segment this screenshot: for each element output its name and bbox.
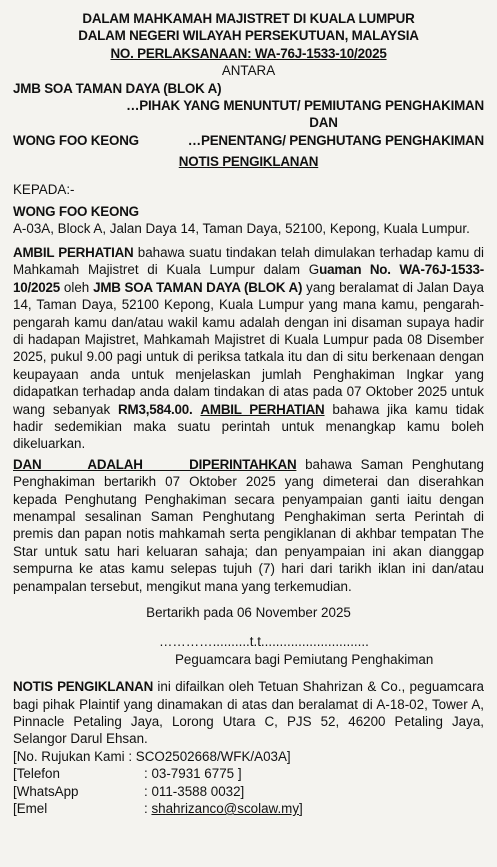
signature-line: …………..........t.t............................. (159, 634, 369, 650)
judgment-amount: RM3,584.00. (118, 401, 193, 417)
email-close: ] (299, 801, 303, 817)
plaintiff-name: JMB SOA TAMAN DAYA (BLOK A) (13, 80, 222, 96)
notice-title: NOTIS PENGIKLANAN (178, 154, 319, 170)
ambil-perhatian-lead: AMBIL PERHATIAN (13, 244, 134, 260)
court-name: DALAM MAHKAMAH MAJISTRET DI KUALA LUMPUR (82, 11, 415, 26)
para2-text: bahawa Saman Penghutang Penghakiman bertarikh 07 Oktober 2025 yang dimeterai dan diserahkan kepada Penghutang Penghakiman secara penyampaian ganti iaitu dengan menampal sesalinan Saman Penghutang Penghakiman serta Perintah di premis dan papan notis mahkamah serta pengiklanan di akhbar tempatan The Star untuk satu hari keluaran sahaja; dan penyampaian ini akan dianggap sempurna ke atas kamu selepas tujuh (7) hari dari tarikh iklan ini dan/atau penampalan tersebut, mengikut mana yang terkemudian. (13, 456, 484, 594)
plaintiff-role: …PIHAK YANG MENUNTUT/ PEMIUTANG PENGHAKIMAN (126, 98, 484, 114)
ambil-perhatian-lead-2: AMBIL PERHATIAN (200, 401, 325, 417)
defendant-role: …PENENTANG/ PENGHUTANG PENGHAKIMAN (187, 132, 484, 148)
court-jurisdiction: DALAM NEGERI WILAYAH PERSEKUTUAN, MALAYSIA (78, 28, 419, 44)
whatsapp-row (13, 783, 484, 800)
kepada-label: KEPADA:- (13, 181, 75, 197)
para1-text-3: yang beralamat di Jalan Daya 14, Taman Daya, 52100 Kepong, Kuala Lumpur yang mana kamu, pengarah-pengarah kamu dan/atau wakil kamu adalah dengan ini disaman supaya hadir di hadapan Majistret, Mahkamah Majistret di Kuala Lumpur pada 08 Disember 2025, pukul 9.00 pagi untuk di periksa tatkala itu dan di situ berkenaan dengan keupayaan anda untuk menjelaskan jumlah Penghakiman Ingkar yang didapatkan terhadap anda dalam tindakan di atas pada 07 Oktober 2025 untuk wang sebanyak (13, 279, 484, 417)
para1-text-1: bahawa suatu tindakan telah dimulakan terhadap kamu di Mahkamah Majistret di Kuala Lumpur dalam G (13, 244, 484, 278)
case-reference: uaman No. WA-76J-1533-10/2025 (13, 262, 484, 295)
filing-notice-lead: NOTIS PENGIKLANAN (13, 679, 154, 695)
email-link[interactable]: shahrizanco@scolaw.my (151, 801, 300, 817)
email-label: [Emel (13, 801, 48, 817)
plaintiff-reference: JMB SOA TAMAN DAYA (BLOK A) (93, 279, 303, 295)
signature-role: Peguamcara bagi Pemiutang Penghakiman (175, 651, 434, 667)
dated-line: Bertarikh pada 06 November 2025 (146, 605, 351, 620)
defendant-name: WONG FOO KEONG (13, 132, 139, 148)
case-number: NO. PERLAKSANAAN: WA-76J-1533-10/2025 (110, 45, 387, 61)
recipient-name: WONG FOO KEONG (13, 204, 139, 220)
telephone-row (13, 765, 484, 782)
telephone-value: : 03-7931 6775 ] (144, 766, 242, 782)
filing-notice-text: ini difailkan oleh Tetuan Shahrizan & Co., peguamcara bagi pihak Plaintif yang dinamakan di atas dan beralamat di A-18-02, Tower A, Pinnacle Petaling Jaya, Lorong Utara C, PJS 52, 46200 Petaling Jaya, Selangor Darul Ehsan. (13, 679, 484, 747)
recipient-address: A-03A, Block A, Jalan Daya 14, Taman Daya, 52100, Kepong, Kuala Lumpur. (13, 221, 470, 237)
paragraph-ambil-perhatian (13, 244, 484, 453)
antara-label: ANTARA (221, 63, 276, 79)
para1-text-5: bahawa jika kamu tidak hadir sedemikian maka suatu perintah untuk menangkap kamu boleh dikeluarkan. (13, 401, 484, 452)
email-separator: : (144, 801, 152, 817)
dan-adalah-lead: DAN ADALAH DIPERINTAHKAN (13, 456, 297, 472)
whatsapp-label: [WhatsApp (13, 783, 79, 799)
whatsapp-value: : 011-3588 0032] (144, 783, 245, 799)
defendant-row (13, 132, 484, 149)
filing-notice (13, 678, 484, 748)
reference-number: [No. Rujukan Kami : SCO2502668/WFK/A03A] (13, 748, 291, 764)
paragraph-dan-adalah (13, 456, 484, 595)
dan-label: DAN (309, 115, 338, 131)
email-row (13, 800, 484, 817)
para1-text-2: oleh (60, 279, 94, 295)
telephone-label: [Telefon (13, 766, 60, 782)
